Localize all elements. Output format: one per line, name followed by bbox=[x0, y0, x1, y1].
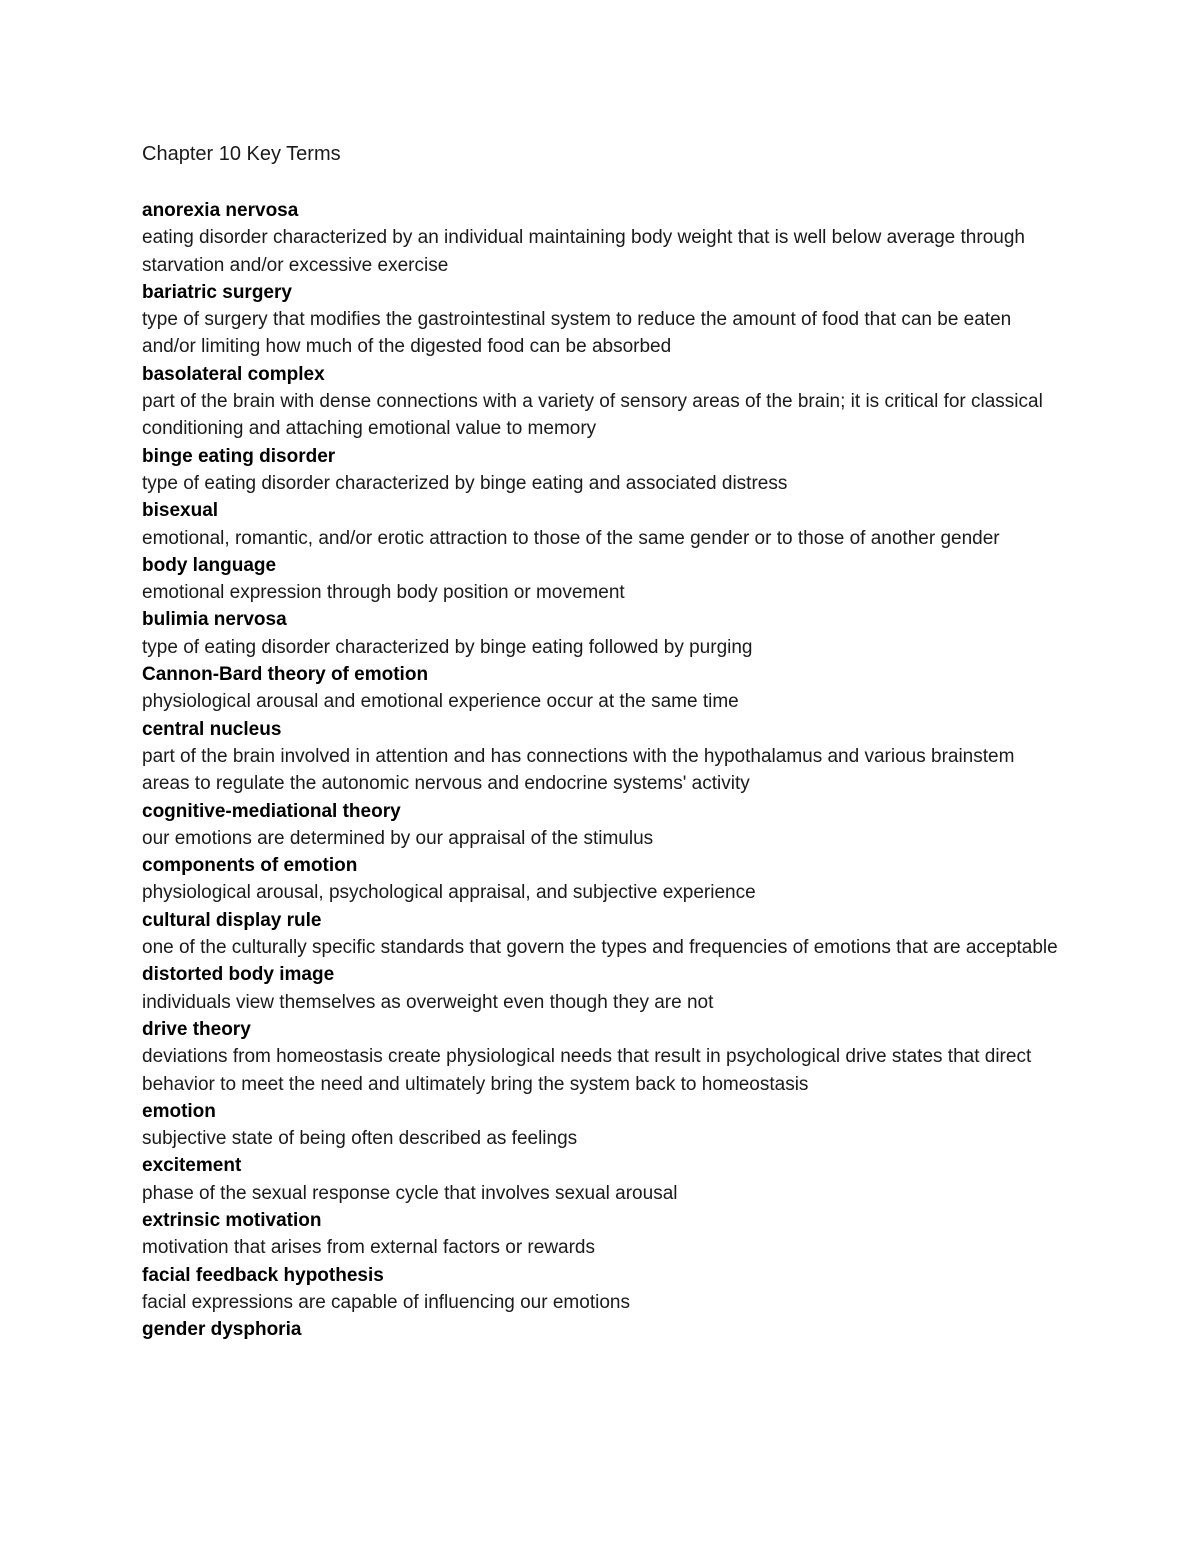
glossary-term: drive theory bbox=[142, 1018, 251, 1040]
glossary-term: components of emotion bbox=[142, 855, 358, 877]
glossary-entry bbox=[142, 279, 1062, 361]
glossary-term: Cannon-Bard theory of emotion bbox=[142, 664, 429, 686]
glossary-term: central nucleus bbox=[142, 718, 282, 740]
glossary-entry bbox=[142, 1098, 1062, 1153]
glossary-entry bbox=[142, 497, 1062, 552]
glossary-term: bulimia nervosa bbox=[142, 609, 287, 631]
glossary-definition: individuals view themselves as overweight even though they are not bbox=[142, 991, 714, 1013]
glossary-definition: physiological arousal and emotional experience occur at the same time bbox=[142, 691, 739, 713]
glossary-term: anorexia nervosa bbox=[142, 200, 299, 221]
glossary-term: bariatric surgery bbox=[142, 281, 292, 303]
glossary-term: emotion bbox=[142, 1100, 216, 1122]
glossary-entry bbox=[142, 1207, 1062, 1262]
glossary-term: extrinsic motivation bbox=[142, 1209, 322, 1231]
glossary-term: distorted body image bbox=[142, 964, 335, 986]
glossary-entry bbox=[142, 1152, 1062, 1207]
glossary-definition: eating disorder characterized by an individual maintaining body weight that is well below average through starvation and/or excessive exercise bbox=[142, 227, 1025, 276]
glossary-entry bbox=[142, 1262, 1062, 1317]
document-page bbox=[142, 141, 1062, 1343]
glossary-definition: part of the brain involved in attention and has connections with the hypothalamus and various brainstem areas to regulate the autonomic nervous and endocrine systems' activity bbox=[142, 745, 1015, 795]
glossary-definition: type of surgery that modifies the gastrointestinal system to reduce the amount of food that can be eaten and/or limiting how much of the digested food can be absorbed bbox=[142, 309, 1012, 358]
glossary-entry bbox=[142, 552, 1062, 607]
glossary-definition: motivation that arises from external factors or rewards bbox=[142, 1237, 596, 1259]
glossary-entry bbox=[142, 1016, 1062, 1098]
glossary-term: bisexual bbox=[142, 500, 219, 522]
glossary-entry bbox=[142, 852, 1062, 907]
glossary-term: facial feedback hypothesis bbox=[142, 1264, 384, 1286]
glossary-entry bbox=[142, 606, 1062, 661]
glossary-term: basolateral complex bbox=[142, 363, 325, 385]
glossary-entry bbox=[142, 661, 1062, 716]
glossary-definition: emotional, romantic, and/or erotic attraction to those of the same gender or to those of another gender bbox=[142, 527, 1000, 549]
glossary-term: excitement bbox=[142, 1155, 242, 1177]
glossary-list bbox=[142, 197, 1062, 1343]
glossary-term: gender dysphoria bbox=[142, 1319, 302, 1341]
glossary-entry bbox=[142, 197, 1062, 279]
glossary-definition: one of the culturally specific standards that govern the types and frequencies of emotions that are acceptable bbox=[142, 937, 1058, 959]
glossary-entry bbox=[142, 1316, 1062, 1343]
page-title: Chapter 10 Key Terms bbox=[142, 143, 341, 165]
glossary-entry bbox=[142, 907, 1062, 962]
glossary-entry bbox=[142, 716, 1062, 798]
glossary-entry bbox=[142, 443, 1062, 498]
glossary-entry bbox=[142, 798, 1062, 853]
glossary-entry bbox=[142, 361, 1062, 443]
glossary-definition: type of eating disorder characterized by binge eating followed by purging bbox=[142, 636, 753, 658]
glossary-definition: facial expressions are capable of influencing our emotions bbox=[142, 1291, 630, 1313]
glossary-definition: deviations from homeostasis create physiological needs that result in psychological drive states that direct behavior to meet the need and ultimately bring the system back to homeostasis bbox=[142, 1046, 1032, 1095]
glossary-definition: type of eating disorder characterized by binge eating and associated distress bbox=[142, 472, 788, 494]
glossary-definition: subjective state of being often described as feelings bbox=[142, 1128, 578, 1150]
glossary-definition: physiological arousal, psychological appraisal, and subjective experience bbox=[142, 882, 756, 904]
glossary-entry bbox=[142, 961, 1062, 1016]
glossary-definition: our emotions are determined by our appraisal of the stimulus bbox=[142, 827, 654, 849]
glossary-definition: emotional expression through body position or movement bbox=[142, 582, 625, 604]
glossary-term: body language bbox=[142, 554, 277, 576]
glossary-definition: phase of the sexual response cycle that involves sexual arousal bbox=[142, 1182, 678, 1204]
glossary-term: cultural display rule bbox=[142, 909, 322, 931]
glossary-term: binge eating disorder bbox=[142, 445, 336, 467]
glossary-definition: part of the brain with dense connections with a variety of sensory areas of the brain; it is critical for classical conditioning and attaching emotional value to memory bbox=[142, 391, 1043, 440]
glossary-term: cognitive-mediational theory bbox=[142, 800, 401, 822]
